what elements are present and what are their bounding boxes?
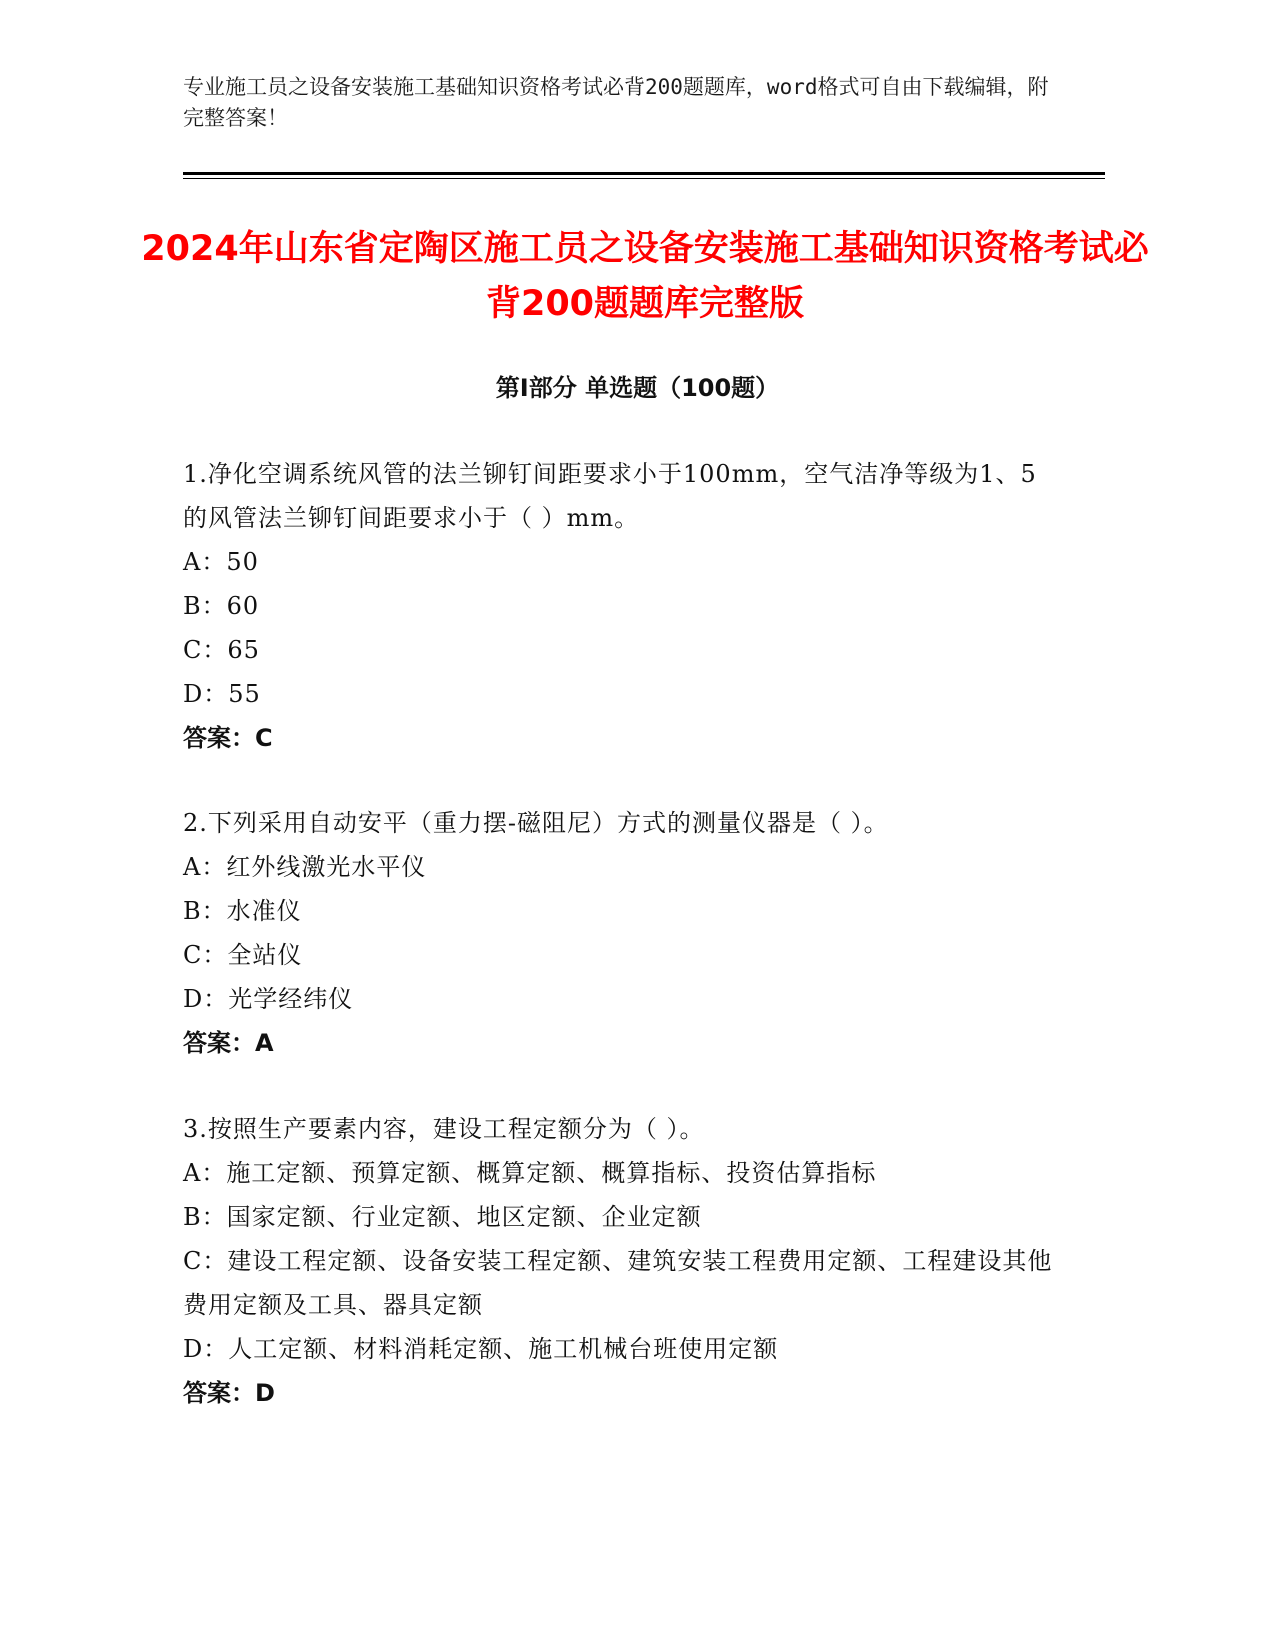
option-d: D：55	[183, 680, 261, 708]
option-d: D：人工定额、材料消耗定额、施工机械台班使用定额	[183, 1335, 779, 1363]
page-header: 专业施工员之设备安装施工基础知识资格考试必背200题题库，word格式可自由下载编辑，附完整答案！	[183, 75, 1049, 130]
header-divider	[183, 172, 1105, 179]
question-1	[183, 452, 1053, 760]
option-c: C：建设工程定额、设备安装工程定额、建筑安装工程费用定额、工程建设其他费用定额及工具、器具定额	[183, 1247, 1053, 1319]
divider-thick-line	[183, 172, 1105, 175]
question-stem: 2.下列采用自动安平（重力摆-磁阻尼）方式的测量仪器是（ ）。	[183, 809, 889, 837]
answer: 答案：C	[183, 724, 273, 752]
option-a: A：红外线激光水平仪	[183, 853, 427, 881]
option-b: B：国家定额、行业定额、地区定额、企业定额	[183, 1203, 702, 1231]
option-a: A：施工定额、预算定额、概算定额、概算指标、投资估算指标	[183, 1159, 877, 1187]
option-b: B：水准仪	[183, 897, 302, 925]
answer: 答案：D	[183, 1379, 275, 1407]
divider-thin-line	[183, 178, 1105, 179]
question-stem: 1.净化空调系统风管的法兰铆钉间距要求小于100mm，空气洁净等级为1、5的风管法兰铆钉间距要求小于（ ）mm。	[183, 460, 1037, 532]
document-title: 2024年山东省定陶区施工员之设备安装施工基础知识资格考试必背200题题库完整版	[141, 229, 1149, 324]
section-heading: 第Ⅰ部分 单选题（100题）	[495, 374, 780, 402]
option-a: A：50	[183, 548, 259, 576]
question-2	[183, 801, 1053, 1065]
answer: 答案：A	[183, 1029, 274, 1057]
option-c: C：全站仪	[183, 941, 303, 969]
question-3	[183, 1107, 1053, 1415]
question-stem: 3.按照生产要素内容，建设工程定额分为（ ）。	[183, 1115, 705, 1143]
option-c: C：65	[183, 636, 260, 664]
option-b: B：60	[183, 592, 260, 620]
option-d: D：光学经纬仪	[183, 985, 354, 1013]
